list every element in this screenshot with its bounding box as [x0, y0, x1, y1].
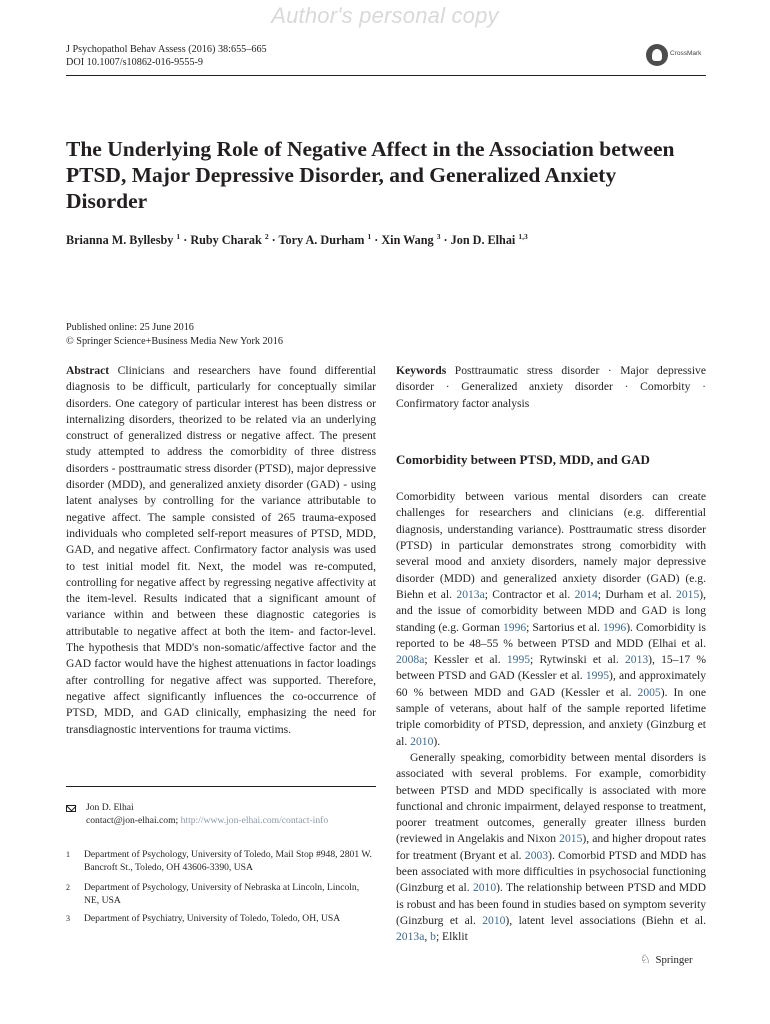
author-name[interactable]: Ruby Charak	[190, 233, 265, 248]
author-separator: ·	[268, 233, 279, 248]
published-online: Published online: 25 June 2016	[66, 322, 194, 333]
crossmark-label: CrossMark	[670, 50, 702, 57]
citation-link[interactable]: 1996	[502, 620, 527, 634]
author-separator: ·	[180, 233, 191, 248]
body-text: ). The relationship between PTSD and MDD is robust and has been found in studies based on symptom severity (Ginzburg et al.	[396, 881, 706, 927]
abstract	[66, 363, 376, 738]
footnote-mark: 2	[66, 883, 70, 892]
section-heading: Comorbidity between PTSD, MDD, and GAD	[396, 451, 650, 467]
citation-link[interactable]: 2015	[559, 832, 583, 846]
citation-link[interactable]: 2010	[472, 881, 497, 895]
body-text: ; Elklit	[435, 930, 468, 944]
watermark: Author's personal copy	[271, 3, 499, 28]
body-text: ,	[424, 930, 431, 944]
author-name[interactable]: Jon D. Elhai	[450, 233, 519, 248]
journal-citation: J Psychopathol Behav Assess (2016) 38:655–665	[66, 44, 267, 55]
body-text: ; Kessler et al.	[424, 653, 507, 667]
author-affiliation-mark: 3	[436, 232, 441, 241]
envelope-icon	[66, 805, 76, 812]
body-text: ), and approximately 60 % between MDD and GAD (Kessler et al.	[396, 669, 706, 699]
body-text: ).	[433, 734, 441, 748]
publication-info	[66, 321, 283, 348]
body-text: ; Contractor et al.	[484, 587, 575, 601]
springer-horse-icon: ♘	[640, 952, 651, 966]
citation-link[interactable]: 2010	[410, 734, 434, 748]
body-text: ), latent level associations (Biehn et al.	[505, 913, 706, 927]
contact-email[interactable]: contact@jon-elhai.com;	[86, 815, 179, 827]
citation-link[interactable]: 2014	[574, 587, 598, 601]
contact-footnote	[86, 801, 376, 828]
citation-link[interactable]: 2015	[676, 587, 700, 601]
citation-link[interactable]: 1995	[585, 669, 610, 683]
body-text: ), and the issue of comorbidity between MDD and GAD is long standing (e.g. Gorman	[396, 587, 706, 634]
author-name[interactable]: Tory A. Durham	[278, 233, 368, 248]
citation-link[interactable]: 2010	[482, 913, 506, 927]
body-text: ). In one sample of veterans, about half of the sample reported lifetime triple comorbidity of PTSD, depression, and anxiety (Ginzburg et al.	[396, 685, 706, 748]
body-text: ), and higher dropout rates for treatment (Bryant et al.	[396, 832, 706, 862]
body-text: ; Durham et al.	[597, 587, 677, 601]
footnote-mark: 3	[66, 914, 70, 923]
body-text: ). Comorbidity is reported to be 48–55 % between PTSD and MDD (Elhai et al.	[396, 620, 706, 650]
publisher-logo	[640, 952, 693, 967]
doi[interactable]: DOI 10.1007/s10862-016-9555-9	[66, 57, 203, 68]
citation-link[interactable]: 2008a	[396, 653, 425, 667]
keywords-text: Posttraumatic stress disorder · Major depressive disorder · Generalized anxiety disorder · Comorbity · Confirmatory factor analysis	[396, 364, 706, 410]
footnote-rule	[66, 786, 376, 787]
author-name[interactable]: Brianna M. Byllesby	[66, 233, 177, 248]
crossmark-badge[interactable]	[646, 44, 706, 68]
keywords-heading: Keywords	[396, 364, 447, 377]
author-name[interactable]: Xin Wang	[381, 233, 437, 248]
citation-link[interactable]: 1995	[506, 653, 531, 667]
author-affiliation-mark: 1	[367, 232, 372, 241]
citation-link[interactable]: 2013	[624, 653, 649, 667]
header-rule	[66, 75, 706, 76]
affiliation-text: Department of Psychiatry, University of Toledo, Toledo, OH, USA	[84, 913, 341, 924]
affiliation-text: Department of Psychology, University of Toledo, Mail Stop #948, 2801 W. Bancroft St., Toledo, OH 43606-3390, USA	[84, 849, 372, 874]
citation-link[interactable]: 2013a	[456, 587, 485, 601]
contact-url[interactable]: http://www.jon-elhai.com/contact-info	[180, 815, 329, 827]
citation-link[interactable]: 2013a	[396, 930, 425, 944]
footnote-mark: 1	[66, 850, 70, 859]
body-paragraph-2	[396, 750, 706, 946]
author-affiliation-mark: 1	[176, 232, 181, 241]
body-text: ; Sartorius et al.	[526, 620, 603, 634]
author-affiliation-mark: 2	[264, 232, 269, 241]
body-text: ; Rytwinski et al.	[530, 653, 625, 667]
contact-name: Jon D. Elhai	[86, 802, 134, 813]
abstract-text: Clinicians and researchers have found differential diagnosis to be difficult, particularly for conceptually similar disorders. One category of particular interest has been distress or internalizing disorders, theorized to be related via an underlying construct of generalized distress or negative affect. The present study attempted to address the comorbidity of three distress disorders - posttraumatic stress disorder (PTSD), major depressive disorder (MDD), and generalized anxiety disorder (GAD) - using latent analyses by controlling for the variance attributable to negative affect. The sample consisted of 265 trauma-exposed individuals who completed self-report measures of PTSD, MDD, GAD, and negative affect. Confirmatory factor analysis was used to test initial model fit. Next, the model was re-computed, controlling for negative affect by regressing negative affectivity at the item-level. Results indicated that a significant amount of variance within and between these diagnostic categories is attributable to negative affect at both the item- and factor-level. The hypothesis that MDD's non-somatic/affective factor and the GAD factor would have the highest attenuations in factor loadings after controlling for negative affect was supported. Therefore, negative affect significantly influences the co-occurrence of PTSD, MDD, and GAD clinically, emphasizing the need for transdiagnostic interventions for trauma victims.	[66, 364, 376, 736]
citation-link[interactable]: 1996	[603, 620, 627, 634]
body-paragraph-1	[396, 489, 706, 750]
copyright: © Springer Science+Business Media New York 2016	[66, 335, 283, 347]
citation-link[interactable]: 2003	[524, 848, 549, 862]
article-title: The Underlying Role of Negative Affect in the Association between PTSD, Major Depressive Disorder, and Generalized Anxiety Disorder	[66, 137, 675, 213]
citation-link[interactable]: 2005	[637, 685, 661, 699]
author-affiliation-mark: 1,3	[518, 232, 528, 241]
crossmark-icon	[646, 44, 668, 66]
citation-link[interactable]: b	[430, 930, 436, 944]
right-column	[396, 363, 706, 946]
author-list	[66, 232, 528, 248]
body-text: ), 15–17 % between PTSD and GAD (Kessler et al.	[396, 653, 706, 683]
body-text: ). Comorbid PTSD and MDD has been associated with more difficulties in psychosocial functioning (Ginzburg et al.	[396, 848, 706, 895]
body-text: Comorbidity between various mental disorders can create challenges for researchers and clinicians (e.g. differential diagnosis, understanding variance). Posttraumatic stress disorder (PTSD) in particular demonstrates strong comorbidity with several mood and anxiety disorders, namely major depressive disorder (MDD) and generalized anxiety disorder (GAD) (e.g. Biehn et al.	[396, 490, 706, 601]
body-text: Generally speaking, comorbidity between mental disorders is associated with several problems. For example, comorbidity between PTSD and MDD specifically is associated with more functional and chronic impairment, delayed response to treatment, poorer treatment outcomes, generally greater illness burden (reviewed in Angelakis and Nixon	[396, 750, 706, 846]
journal-info	[66, 43, 267, 69]
author-separator: ·	[440, 233, 451, 248]
publisher-name: Springer	[655, 954, 693, 966]
author-separator: ·	[371, 233, 382, 248]
affiliation-text: Department of Psychology, University of Nebraska at Lincoln, Lincoln, NE, USA	[84, 882, 360, 907]
abstract-heading: Abstract	[66, 364, 110, 377]
